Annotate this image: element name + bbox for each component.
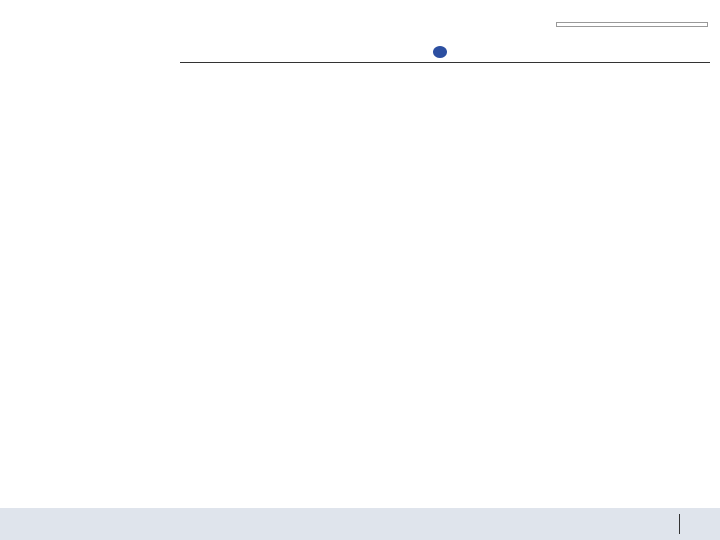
footer-separator (679, 514, 680, 534)
subcategory-primary-prevention (92, 103, 172, 131)
footer-bar (0, 508, 720, 540)
subcategory-activity-management (92, 146, 172, 258)
subcategory-technical-efficiency (92, 266, 172, 390)
